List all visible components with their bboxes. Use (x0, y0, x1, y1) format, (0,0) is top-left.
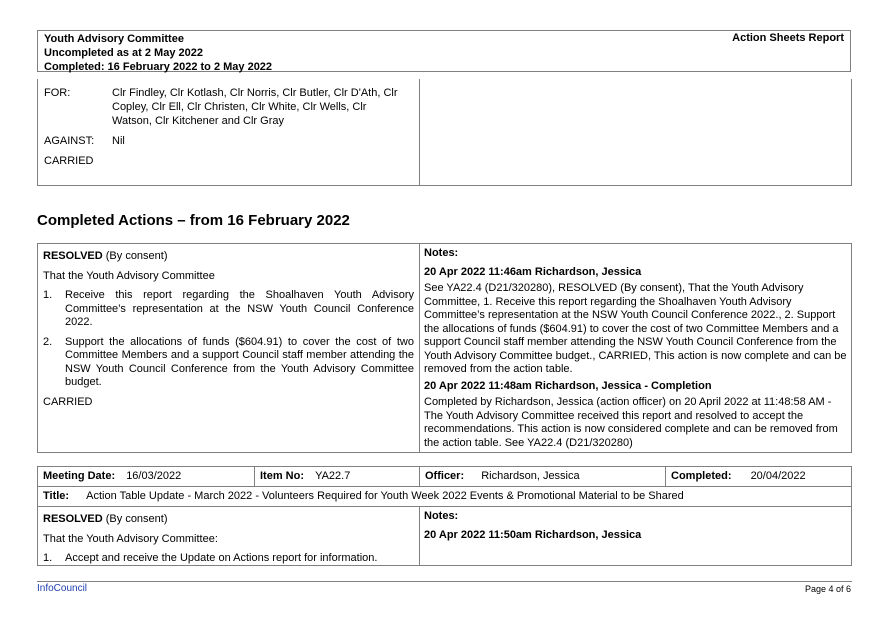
vote-left-cell (38, 79, 420, 185)
report-header (37, 30, 851, 72)
completed-range: Completed: 16 February 2022 to 2 May 2022 (44, 61, 273, 73)
action-1-notes (424, 247, 847, 450)
meeting-date-cell: Meeting Date: 16/03/2022 (38, 467, 255, 486)
report-header-left (44, 32, 272, 74)
completed-date: 20/04/2022 (750, 470, 806, 482)
page-number: Page 4 of 6 (804, 584, 851, 594)
action-1 (37, 243, 852, 453)
against-value: Nil (112, 135, 125, 147)
completed-cell: Completed: 20/04/2022 (671, 470, 806, 482)
note-text: Completed by Richardson, Jessica (action officer) on 20 April 2022 at 11:48:58 AM - The Youth Advisory Committee received this report and resolved to accept the recommendations. This action is now considered complete and can be removed from the action table. See YA22.4 (D21/320280) (424, 396, 838, 449)
resolution-item: 1. Accept and receive the Update on Actions report for information. (43, 552, 378, 564)
notes-label: Notes: (424, 247, 459, 259)
action-1-resolution (38, 244, 420, 452)
for-value: Clr Findley, Clr Kotlash, Clr Norris, Clr Butler, Clr D'Ath, Clr Copley, Clr Ell, Clr Christen, Clr White, Clr Wells, Clr Watson, Clr Kitchener and Clr Gray (112, 87, 398, 127)
note-text: See YA22.4 (D21/320280), RESOLVED (By consent), That the Youth Advisory Committee, 1. Receive this report regarding the Shoalhaven Youth Advisory Committee’s representation at the NSW Youth Council Conference 2022., 2. Support the allocations of funds ($604.91) to cover the cost of two Committee Members and a support Council staff member attending the NSW Youth Council Conference from the Youth Advisory Committee budget., CARRIED, This action is now complete and can be removed from the action table. (424, 282, 847, 375)
footer-rule (37, 581, 852, 582)
resolution-intro: That the Youth Advisory Committee: (43, 532, 218, 545)
action-2 (37, 506, 852, 566)
vote-block (37, 79, 852, 186)
note-heading: 20 Apr 2022 11:48am Richardson, Jessica - Completion (424, 379, 712, 392)
item-no-cell: Item No: YA22.7 (255, 467, 420, 486)
section-heading: Completed Actions – from 16 February 2022 (37, 212, 350, 229)
resolution-item: 2. Support the allocations of funds ($604.91) to cover the cost of two Committee Members and a support Council staff member attending the NSW Youth Council Conference from the Youth Advisory Committee budget. (43, 335, 414, 388)
committee-name: Youth Advisory Committee (44, 33, 184, 45)
meeting-date: 16/03/2022 (126, 470, 182, 482)
officer-cell: Officer: Richardson, Jessica (420, 467, 666, 486)
officer-name: Richardson, Jessica (481, 470, 580, 482)
resolved-line: RESOLVED (By consent) (43, 513, 168, 525)
against-label: AGAINST: (44, 135, 95, 147)
against-row (44, 134, 413, 148)
uncompleted-date: Uncompleted as at 2 May 2022 (44, 47, 203, 59)
footer-brand: InfoCouncil (37, 583, 88, 594)
item-no: YA22.7 (315, 470, 351, 482)
notes-label: Notes: (424, 510, 459, 522)
carried-text: CARRIED (43, 395, 93, 408)
resolution-item: 1. Receive this report regarding the Shoalhaven Youth Advisory Committee’s representation at the NSW Youth Council Conference 2022. (43, 289, 414, 328)
action-title: Action Table Update - March 2022 - Volunteers Required for Youth Week 2022 Events & Promotional Material to be Shared (86, 490, 684, 502)
for-label: FOR: (44, 87, 71, 99)
resolved-line: RESOLVED (By consent) (43, 250, 168, 262)
carried-text: CARRIED (44, 155, 94, 167)
action-2-meta (37, 466, 852, 487)
action-2-resolution (38, 507, 420, 565)
resolution-intro: That the Youth Advisory Committee (43, 269, 215, 282)
note-heading: 20 Apr 2022 11:46am Richardson, Jessica (424, 265, 642, 278)
for-row (44, 86, 413, 128)
note-heading: 20 Apr 2022 11:50am Richardson, Jessica (424, 528, 642, 541)
report-title: Action Sheets Report (732, 32, 844, 44)
action-2-notes (424, 510, 847, 542)
action-2-title: Title: Action Table Update - March 2022 - Volunteers Required for Youth Week 2022 Events & Promotional Material to be Shared (37, 486, 852, 507)
